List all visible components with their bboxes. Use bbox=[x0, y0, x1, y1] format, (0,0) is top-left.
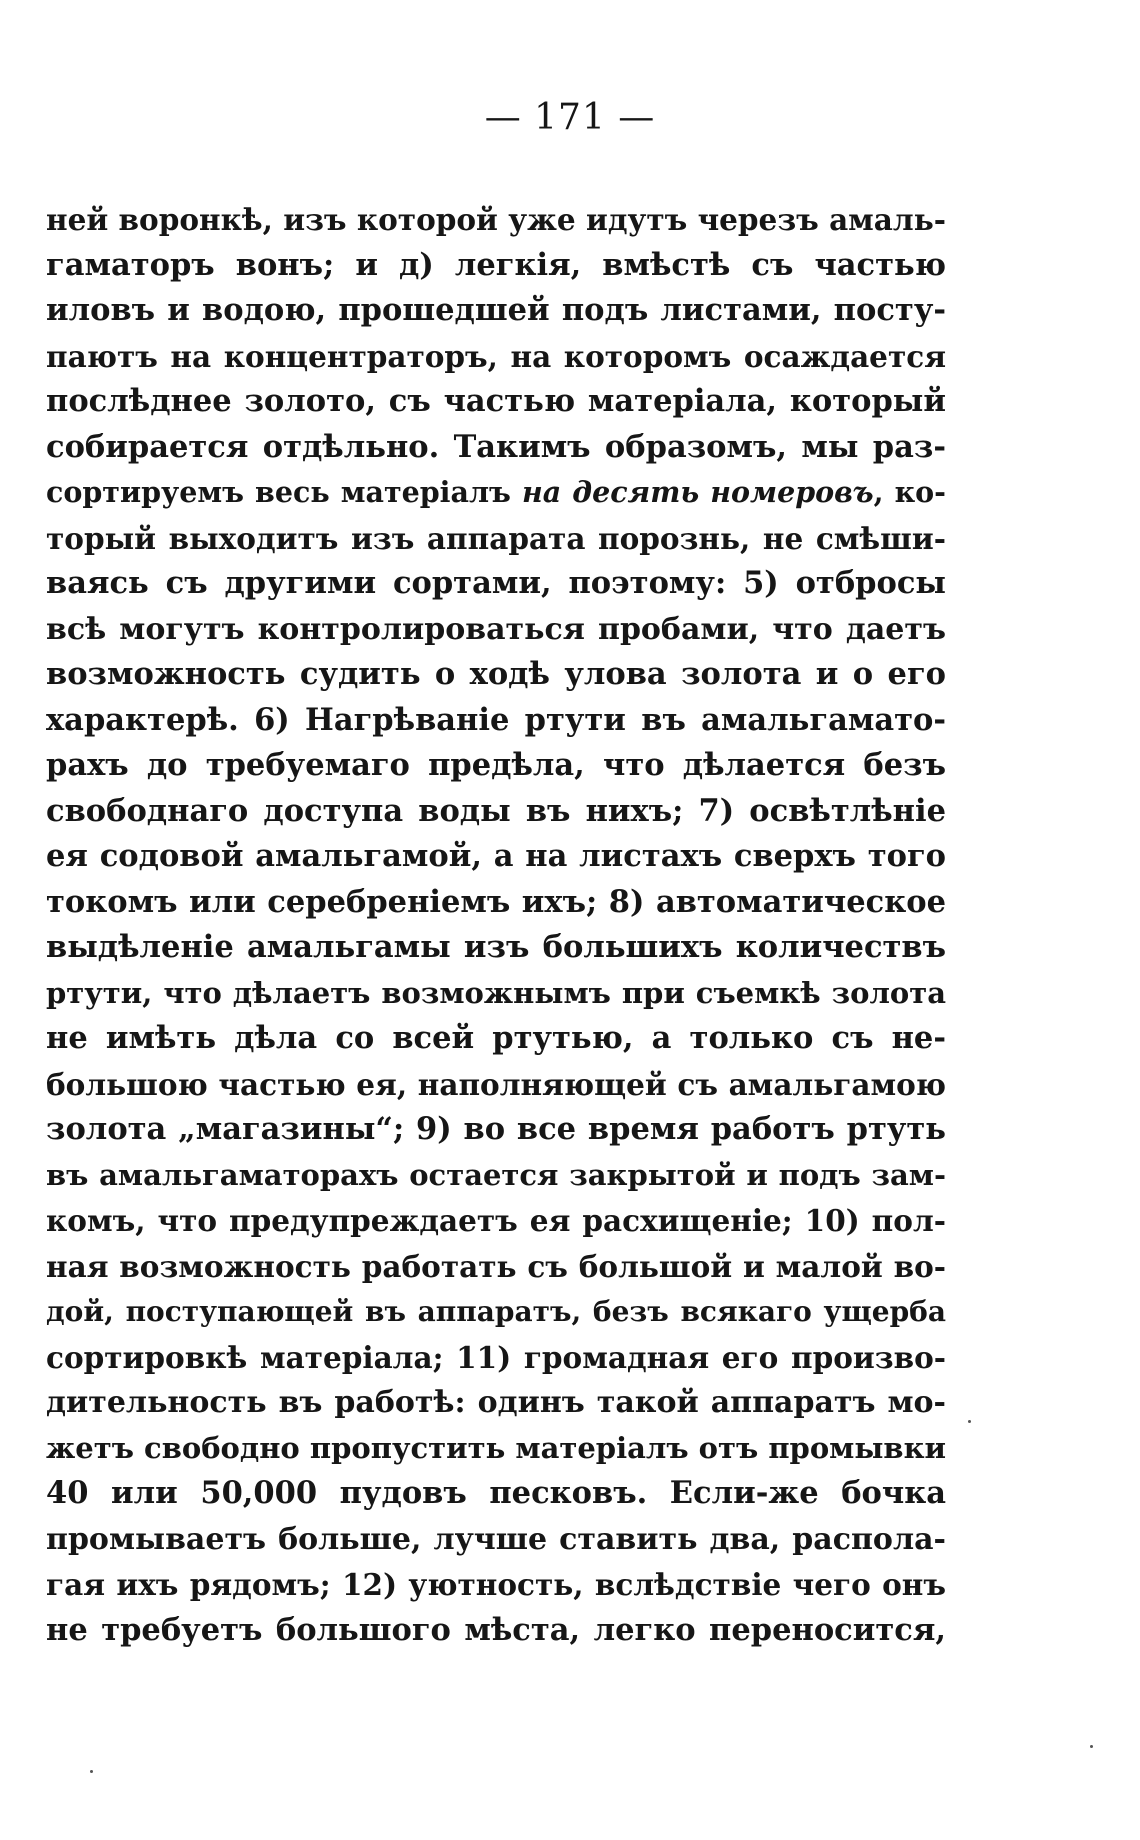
text-line: собирается отдѣльно. Такимъ образомъ, мы раз- bbox=[46, 428, 946, 465]
text-line: большою частью ея, наполняющей съ амальгамою bbox=[46, 1066, 946, 1102]
text-line: характерѣ. 6) Нагрѣваніе ртути въ амальгамато- bbox=[46, 701, 946, 738]
text-line: паютъ на концентраторъ, на которомъ осаждается bbox=[46, 338, 946, 374]
text-line: не требуетъ большого мѣста, легко переносится, bbox=[46, 1611, 946, 1648]
text-line: выдѣленіе амальгамы изъ большихъ количествъ bbox=[46, 929, 946, 965]
text-line: дительность въ работѣ: одинъ такой аппаратъ мо- bbox=[46, 1385, 946, 1420]
text-line: торый выходитъ изъ аппарата порознь, не смѣши- bbox=[46, 520, 946, 556]
text-line: въ амальгаматорахъ остается закрытой и подъ зам- bbox=[46, 1157, 946, 1192]
text-line: ная возможность работать съ большой и малой во- bbox=[46, 1248, 946, 1284]
text-line: золота „магазины“; 9) во все время работъ ртуть bbox=[46, 1111, 946, 1147]
text-segment: , ко- bbox=[873, 475, 946, 509]
text-segment: сортируемъ весь матеріалъ bbox=[46, 475, 522, 509]
text-line: ея содовой амальгамой, а на листахъ сверхъ того bbox=[46, 838, 946, 874]
text-line: возможность судить о ходѣ улова золота и о его bbox=[46, 656, 946, 692]
text-line-with-emphasis bbox=[46, 470, 946, 516]
text-line: дой, поступающей въ аппаратъ, безъ всякаго ущерба bbox=[46, 1295, 946, 1328]
text-line: послѣднее золото, съ частью матеріала, который bbox=[46, 383, 946, 419]
text-line: рахъ до требуемаго предѣла, что дѣлается безъ bbox=[46, 747, 946, 783]
text-line: ней воронкѣ, изъ которой уже идутъ черезъ амаль- bbox=[46, 202, 946, 237]
text-line: свободнаго доступа воды въ нихъ; 7) освѣтлѣніе bbox=[46, 792, 946, 829]
text-line: не имѣть дѣла со всей ртутью, а только съ не- bbox=[46, 1020, 946, 1056]
paper-speck bbox=[1090, 1745, 1093, 1748]
text-line: сортировкѣ матеріала; 11) громадная его произво- bbox=[46, 1339, 946, 1375]
text-line: комъ, что предупреждаетъ ея расхищеніе; 10) пол- bbox=[46, 1203, 946, 1238]
body-text bbox=[46, 197, 946, 1653]
page-number: — 171 — bbox=[484, 97, 656, 138]
text-line: гая ихъ рядомъ; 12) уютность, вслѣдствіе чего онъ bbox=[46, 1567, 946, 1602]
text-line: ваясь съ другими сортами, поэтому: 5) отбросы bbox=[46, 565, 946, 601]
paper-speck bbox=[90, 1770, 93, 1773]
text-line: всѣ могутъ контролироваться пробами, что даетъ bbox=[46, 611, 946, 647]
text-line: промываетъ больше, лучше ставить два, распола- bbox=[46, 1521, 946, 1557]
text-line: ртути, что дѣлаетъ возможнымъ при съемкѣ золота bbox=[46, 975, 946, 1010]
text-line: 40 или 50,000 пудовъ песковъ. Если-же бочка bbox=[46, 1475, 946, 1511]
paper-speck bbox=[968, 1420, 971, 1423]
emphasized-phrase: на десять номеровъ bbox=[521, 475, 874, 509]
text-line: токомъ или серебреніемъ ихъ; 8) автоматическое bbox=[46, 883, 946, 920]
text-line: жетъ свободно пропустить матеріалъ отъ промывки bbox=[46, 1430, 946, 1465]
text-line: гаматоръ вонъ; и д) легкія, вмѣстѣ съ частью bbox=[46, 246, 946, 283]
text-line: иловъ и водою, прошедшей подъ листами, посту- bbox=[46, 292, 946, 328]
